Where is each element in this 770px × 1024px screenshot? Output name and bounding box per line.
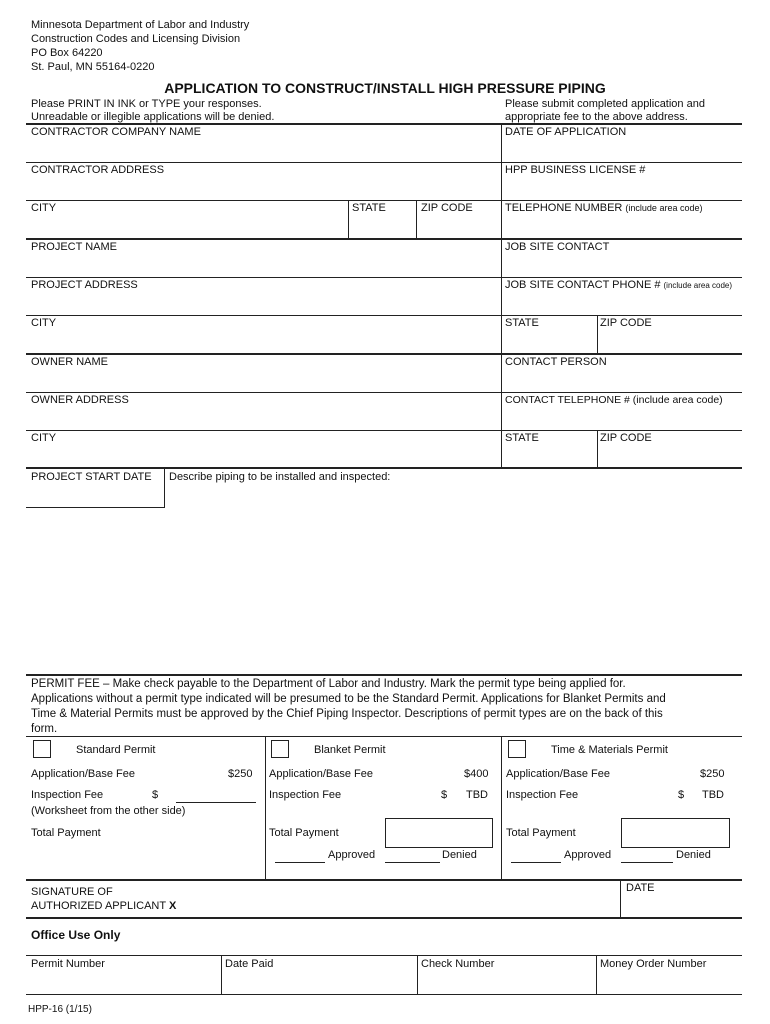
contractor-city-input[interactable] xyxy=(27,216,347,237)
blanket-total-input[interactable] xyxy=(385,818,493,848)
standard-base-label: Application/Base Fee xyxy=(31,768,135,780)
tm-total-input[interactable] xyxy=(621,818,730,848)
agency-name: Minnesota Department of Labor and Industry xyxy=(31,19,250,31)
owner-state-input[interactable] xyxy=(502,446,596,466)
project-start-date-input[interactable] xyxy=(27,486,163,506)
date-of-application-label: DATE OF APPLICATION xyxy=(505,126,627,138)
describe-piping-label: Describe piping to be installed and inspected: xyxy=(169,471,391,483)
job-site-contact-label: JOB SITE CONTACT xyxy=(505,241,610,253)
blanket-permit-checkbox[interactable] xyxy=(271,740,289,758)
time-materials-permit-title: Time & Materials Permit xyxy=(551,744,668,756)
tm-base-value: $250 xyxy=(700,768,725,780)
project-address-label: PROJECT ADDRESS xyxy=(31,279,138,291)
blanket-approved-input[interactable] xyxy=(275,848,325,862)
hpp-license-input[interactable] xyxy=(502,178,742,199)
po-box: PO Box 64220 xyxy=(31,47,103,59)
blanket-inspection-dollar: $ xyxy=(441,789,448,801)
blanket-total-label: Total Payment xyxy=(269,827,339,839)
hpp-license-label: HPP BUSINESS LICENSE # xyxy=(505,164,646,176)
signature-date-input[interactable] xyxy=(622,896,742,916)
office-date-paid: Date Paid xyxy=(225,958,274,970)
office-money-order-number: Money Order Number xyxy=(600,958,707,970)
blanket-base-label: Application/Base Fee xyxy=(269,768,373,780)
owner-city-input[interactable] xyxy=(27,446,500,466)
tm-total-label: Total Payment xyxy=(506,827,576,839)
owner-zip-input[interactable] xyxy=(598,446,742,466)
telephone-number-label: TELEPHONE NUMBER (include area code) xyxy=(505,202,703,214)
job-site-contact-phone-label: JOB SITE CONTACT PHONE # (include area code) xyxy=(505,279,732,291)
contact-person-input[interactable] xyxy=(502,370,742,391)
permit-fee-line-1: PERMIT FEE – Make check payable to the Department of Labor and Industry. Mark the permit type being applied for. xyxy=(31,678,626,690)
blanket-inspection-label: Inspection Fee xyxy=(269,789,342,801)
page-title: APPLICATION TO CONSTRUCT/INSTALL HIGH PRESSURE PIPING xyxy=(164,80,606,96)
city-zip: St. Paul, MN 55164-0220 xyxy=(31,61,155,73)
owner-city-label: CITY xyxy=(31,432,57,444)
contractor-city-label: CITY xyxy=(31,202,57,214)
signature-input[interactable] xyxy=(190,882,618,916)
blanket-base-value: $400 xyxy=(464,768,489,780)
form-id: HPP-16 (1/15) xyxy=(28,1004,92,1015)
tm-inspection-label: Inspection Fee xyxy=(506,789,579,801)
project-city-label: CITY xyxy=(31,317,57,329)
signature-label-2: AUTHORIZED APPLICANT X xyxy=(31,900,177,912)
telephone-number-input[interactable] xyxy=(502,216,742,237)
permit-fee-line-2: Applications without a permit type indicated will be presumed to be the Standard Permit. Applications for Blanket Permits and xyxy=(31,693,666,705)
tm-denied-input[interactable] xyxy=(621,848,673,862)
permit-fee-line-3: Time & Material Permits must be approved by the Chief Piping Inspector. Descriptions of permit types are on the back of this xyxy=(31,708,663,720)
owner-zip-label: ZIP CODE xyxy=(600,432,652,444)
project-zip-input[interactable] xyxy=(598,331,742,352)
standard-total-label: Total Payment xyxy=(31,827,101,839)
date-of-application-input[interactable] xyxy=(502,140,742,161)
office-check-number: Check Number xyxy=(421,958,495,970)
standard-permit-title: Standard Permit xyxy=(76,744,156,756)
owner-state-label: STATE xyxy=(505,432,539,444)
signature-date-label: DATE xyxy=(626,882,655,894)
blanket-denied-label: Denied xyxy=(442,849,477,861)
project-start-date-label: PROJECT START DATE xyxy=(31,471,152,483)
division-name: Construction Codes and Licensing Division xyxy=(31,33,241,45)
contractor-address-label: CONTRACTOR ADDRESS xyxy=(31,164,165,176)
standard-inspection-label: Inspection Fee xyxy=(31,789,104,801)
contractor-state-label: STATE xyxy=(352,202,386,214)
blanket-denied-input[interactable] xyxy=(385,848,440,862)
blanket-approved-label: Approved xyxy=(328,849,376,861)
instructions-left-1: Please PRINT IN INK or TYPE your responses. xyxy=(31,98,262,110)
owner-name-input[interactable] xyxy=(27,370,500,391)
tm-denied-label: Denied xyxy=(676,849,711,861)
contact-person-label: CONTACT PERSON xyxy=(505,356,607,368)
standard-permit-checkbox[interactable] xyxy=(33,740,51,758)
job-site-contact-phone-input[interactable] xyxy=(502,293,742,314)
instructions-left-2: Unreadable or illegible applications will be denied. xyxy=(31,111,275,123)
instructions-right-2: appropriate fee to the above address. xyxy=(505,111,688,123)
blanket-inspection-value: TBD xyxy=(466,789,488,801)
contractor-zip-input[interactable] xyxy=(417,216,500,237)
job-site-contact-input[interactable] xyxy=(502,255,742,276)
project-zip-label: ZIP CODE xyxy=(600,317,652,329)
office-use-title: Office Use Only xyxy=(31,928,121,942)
owner-name-label: OWNER NAME xyxy=(31,356,108,368)
describe-piping-input[interactable] xyxy=(166,486,742,672)
tm-inspection-value: TBD xyxy=(702,789,724,801)
tm-approved-label: Approved xyxy=(564,849,612,861)
blanket-permit-title: Blanket Permit xyxy=(314,744,386,756)
tm-approved-input[interactable] xyxy=(511,848,561,862)
project-name-input[interactable] xyxy=(27,255,500,276)
owner-address-input[interactable] xyxy=(27,408,500,429)
project-state-input[interactable] xyxy=(502,331,596,352)
signature-x-mark: X xyxy=(168,900,177,912)
project-name-label: PROJECT NAME xyxy=(31,241,117,253)
project-state-label: STATE xyxy=(505,317,539,329)
contractor-address-input[interactable] xyxy=(27,178,500,199)
contact-telephone-label: CONTACT TELEPHONE # (include area code) xyxy=(505,394,723,406)
standard-worksheet-note: (Worksheet from the other side) xyxy=(31,805,186,817)
standard-inspection-input[interactable] xyxy=(176,787,256,802)
owner-address-label: OWNER ADDRESS xyxy=(31,394,129,406)
contractor-state-input[interactable] xyxy=(349,216,415,237)
signature-label-1: SIGNATURE OF xyxy=(31,886,113,898)
instructions-right-1: Please submit completed application and xyxy=(505,98,705,110)
permit-fee-line-4: form. xyxy=(31,723,58,735)
contractor-company-name-label: CONTRACTOR COMPANY NAME xyxy=(31,126,201,138)
tm-inspection-dollar: $ xyxy=(678,789,685,801)
office-permit-number: Permit Number xyxy=(31,958,105,970)
project-city-input[interactable] xyxy=(27,331,500,352)
standard-inspection-dollar: $ xyxy=(152,789,159,801)
contractor-zip-label: ZIP CODE xyxy=(421,202,473,214)
tm-base-label: Application/Base Fee xyxy=(506,768,610,780)
contact-telephone-input[interactable] xyxy=(502,408,742,429)
project-address-input[interactable] xyxy=(27,293,500,314)
standard-base-value: $250 xyxy=(228,768,253,780)
contractor-company-name-input[interactable] xyxy=(27,140,500,161)
time-materials-permit-checkbox[interactable] xyxy=(508,740,526,758)
